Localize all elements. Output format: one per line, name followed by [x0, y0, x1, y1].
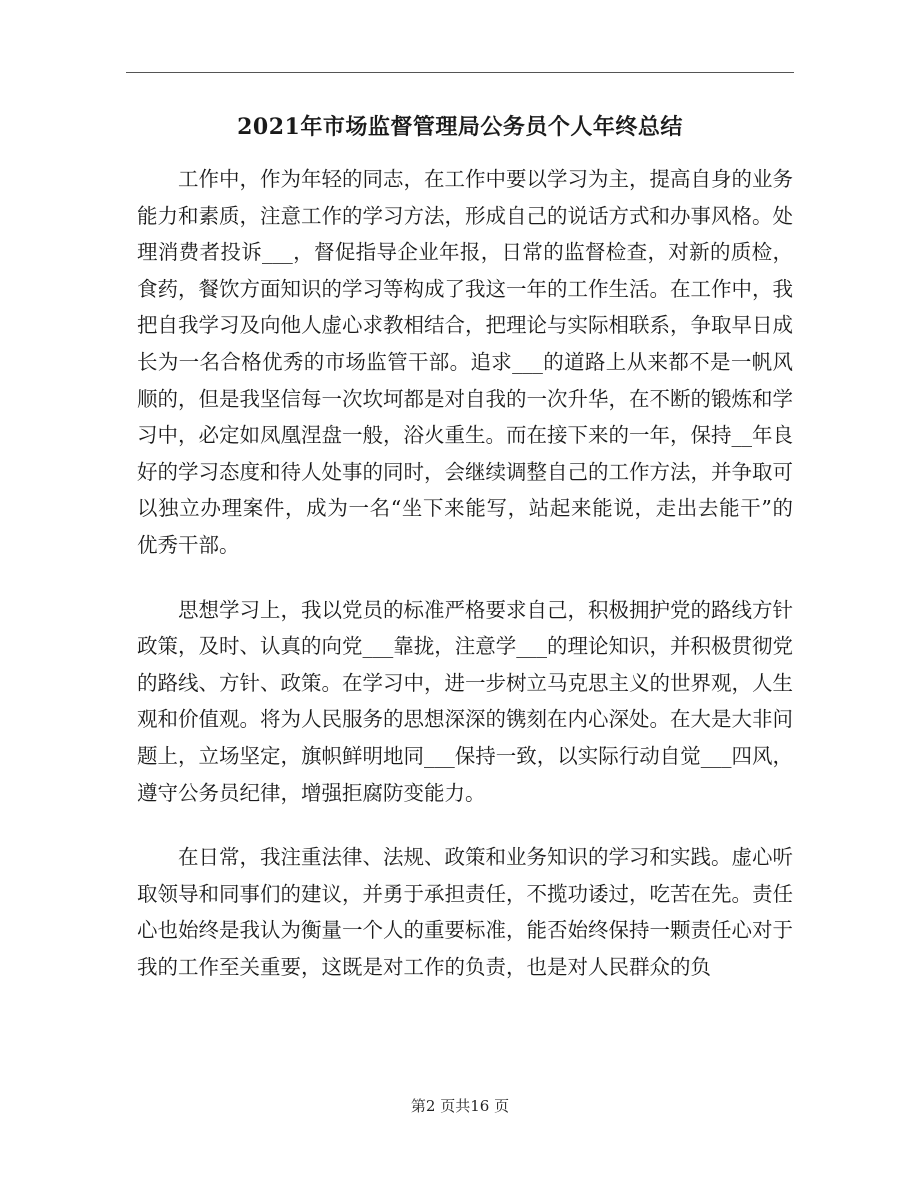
document-title: 2021年市场监督管理局公务员个人年终总结 [237, 114, 683, 140]
paragraph-work: 工作中，作为年轻的同志，在工作中要以学习为主，提高自身的业务能力和素质，注意工作的学习方法，形成自己的说话方式和办事风格。处理消费者投诉___，督促指导企业年报，日常的监督检查，对新的质检，食药，餐饮方面知识的学习等构成了我这一年的工作生活。在工作中，我把自我学习及向他人虚心求教相结合，把理论与实际相联系，争取早日成长为一名合格优秀的市场监管干部。追求___的道路上从来都不是一帆风顺的，但是我坚信每一次坎坷都是对自我的一次升华，在不断的锻炼和学习中，必定如凤凰涅盘一般，浴火重生。而在接下来的一年，保持__年良好的学习态度和待人处事的同时，会继续调整自己的工作方法，并争取可以独立办理案件，成为一名“坐下来能写，站起来能说，走出去能干”的优秀干部。 [137, 167, 793, 557]
paragraph-ideology: 思想学习上，我以党员的标准严格要求自己，积极拥护党的路线方针政策，及时、认真的向党___靠拢，注意学___的理论知识，并积极贯彻党的路线、方针、政策。在学习中，进一步树立马克思主义的世界观，人生观和价值观。将为人民服务的思想深深的镌刻在内心深处。在大是大非问题上，立场坚定，旗帜鲜明地同___保持一致，以实际行动自觉___四风，遵守公务员纪律，增强拒腐防变能力。 [137, 597, 793, 805]
header-rule [126, 72, 794, 73]
page-number: 第2 页共16 页 [410, 1097, 510, 1115]
paragraph-daily: 在日常，我注重法律、法规、政策和业务知识的学习和实践。虚心听取领导和同事们的建议，并勇于承担责任，不揽功诿过，吃苦在先。责任心也始终是我认为衡量一个人的重要标准，能否始终保持一颗责任心对于我的工作至关重要，这既是对工作的负责，也是对人民群众的负 [137, 845, 793, 979]
document-body [137, 161, 793, 985]
